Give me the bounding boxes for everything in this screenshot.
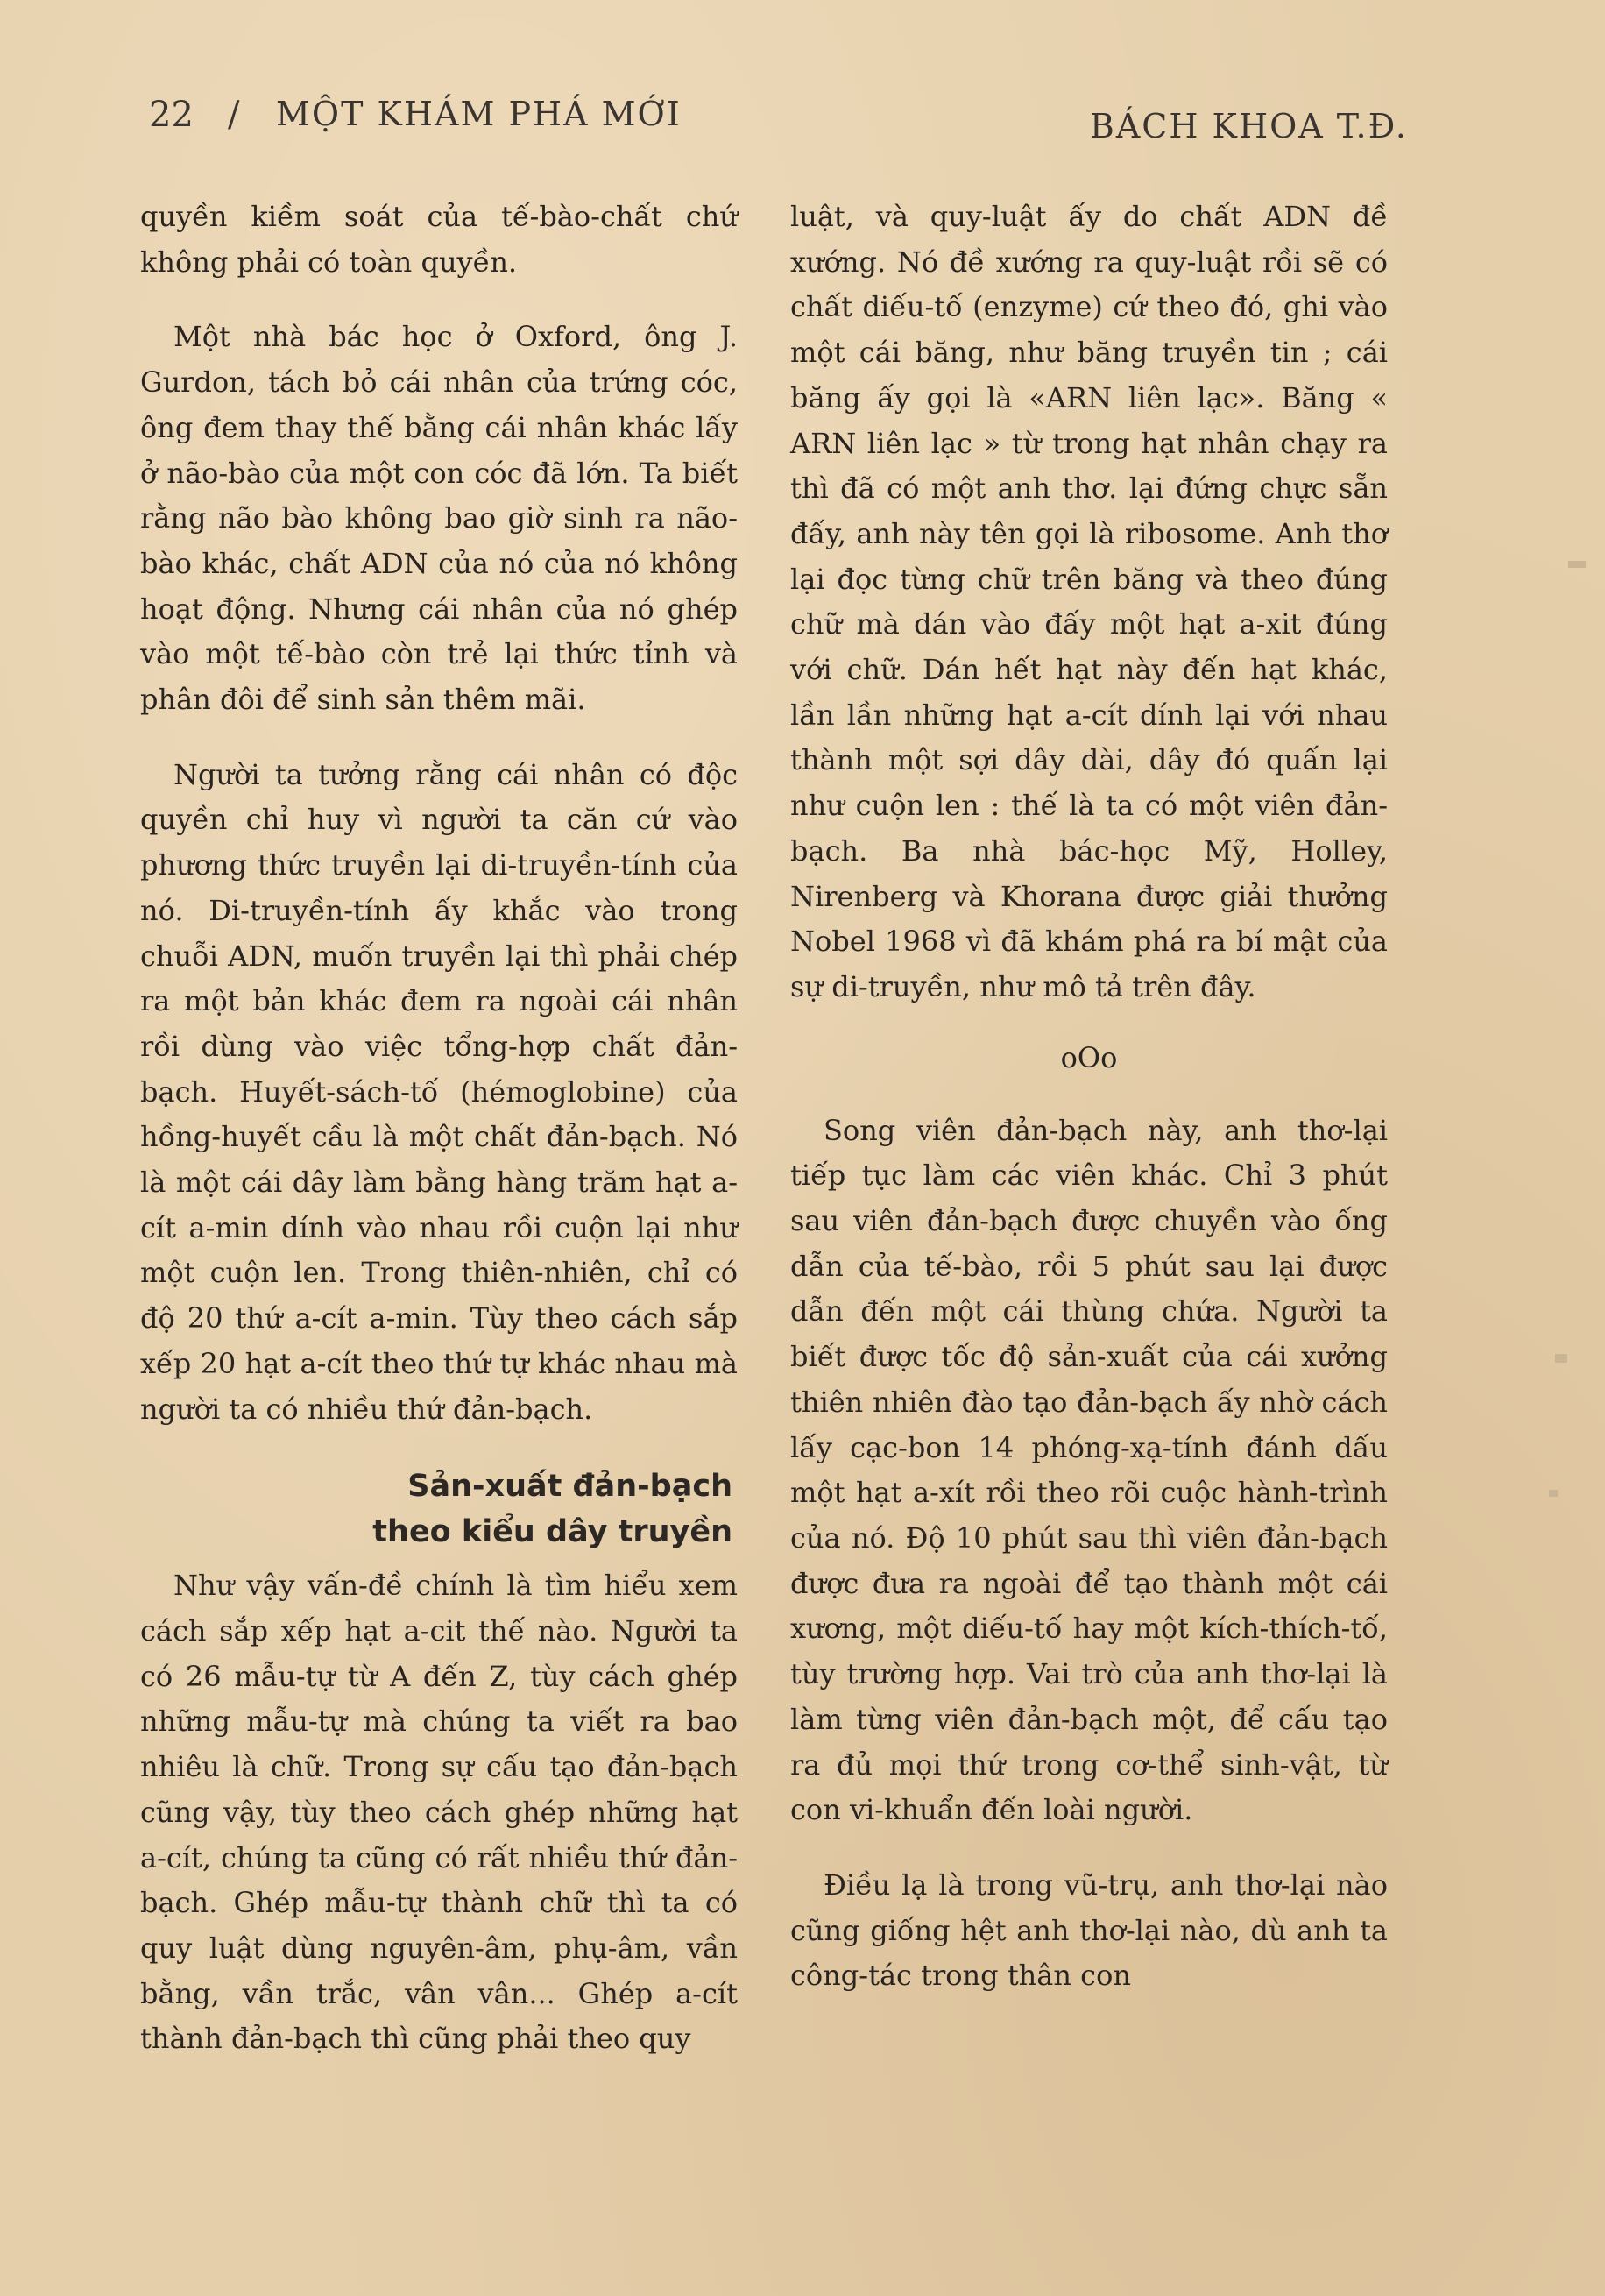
page-number: 22	[149, 95, 194, 135]
section-divider: oOo	[1060, 1040, 1118, 1074]
paper-blemish	[1549, 1490, 1558, 1497]
paragraph: Song viên đản-bạch này, anh thơ-lại tiếp tục làm các viên khác. Chỉ 3 phút sau viên đản-bạch được chuyền vào ống dẫn của tế-bào, rồi 5 phút sau lại được dẫn đến một cái thùng chứa. Người ta biết được tốc độ sản-xuất của cái xưởng thiên nhiên đào tạo đản-bạch ấy nhờ cách lấy cạc-bon 14 phóng-xạ-tính đánh dấu một hạt a-xít rồi theo rõi cuộc hành-trình của nó. Độ 10 phút sau thì viên đản-bạch được đưa ra ngoài để tạo thành một cái xương, một diếu-tố hay một kích-thích-tố, tùy trường hợp. Vai trò của anh thơ-lại là làm từng viên đản-bạch một, để cấu tạo ra đủ mọi thứ trong cơ-thể sinh-vật, từ con vi-khuẩn đến loài người.	[790, 1113, 1388, 1827]
right-column	[790, 195, 1388, 1999]
paragraph: Một nhà bác học ở Oxford, ông J. Gurdon, tách bỏ cái nhân của trứng cóc, ông đem thay thế bằng cái nhân khác lấy ở não-bào của một con cóc đã lớn. Ta biết rằng não bào không bao giờ sinh ra não-bào khác, chất ADN của nó của nó không hoạt động. Nhưng cái nhân của nó ghép vào một tế-bào còn trẻ lại thức tỉnh và phân đôi để sinh sản thêm mãi.	[140, 320, 738, 717]
paragraph: Như vậy vấn-đề chính là tìm hiểu xem cách sắp xếp hạt a-cit thế nào. Người ta có 26 mẫu-tự từ A đến Z, tùy cách ghép những mẫu-tự mà chúng ta viết ra bao nhiêu là chữ. Trong sự cấu tạo đản-bạch cũng vậy, tùy theo cách ghép những hạt a-cít, chúng ta cũng có rất nhiều thứ đản-bạch. Ghép mẫu-tự thành chữ thì ta có quy luật dùng nguyên-âm, phụ-âm, vần bằng, vần trắc, vân vân... Ghép a-cít thành đản-bạch thì cũng phải theo quy	[140, 1569, 738, 2056]
paper-blemish	[1555, 1354, 1567, 1363]
paragraph: Người ta tưởng rằng cái nhân có độc quyền chỉ huy vì người ta căn cứ vào phương thức truyền lại di-truyền-tính của nó. Di-truyền-tính ấy khắc vào trong chuỗi ADN, muốn truyền lại thì phải chép ra một bản khác đem ra ngoài cái nhân rồi dùng vào việc tổng-hợp chất đản-bạch. Huyết-sách-tố (hémoglobine) của hồng-huyết cầu là một chất đản-bạch. Nó là một cái dây làm bằng hàng trăm hạt a-cít a-min dính vào nhau rồi cuộn lại như một cuộn len. Trong thiên-nhiên, chỉ có độ 20 thứ a-cít a-min. Tùy theo cách sắp xếp 20 hạt a-cít theo thứ tự khác nhau mà người ta có nhiều thứ đản-bạch.	[140, 757, 738, 1426]
page-header	[140, 88, 1408, 149]
paper-blemish	[1568, 561, 1586, 568]
section-title: MỘT KHÁM PHÁ MỚI	[276, 95, 682, 133]
subheading-line: Sản-xuất đản-bạch	[407, 1469, 732, 1505]
left-column	[140, 195, 738, 2062]
paragraph: Điều lạ là trong vũ-trụ, anh thơ-lại nào cũng giống hệt anh thơ-lại nào, dù anh ta công-tác trong thân con	[790, 1867, 1388, 1993]
paragraph: quyền kiềm soát của tế-bào-chất chứ không phải có toàn quyền.	[140, 200, 738, 279]
header-separator: /	[228, 95, 240, 135]
subheading	[140, 1463, 732, 1555]
paragraph: luật, và quy-luật ấy do chất ADN đề xướng. Nó đề xướng ra quy-luật rồi sẽ có chất diếu-tố (enzyme) cứ theo đó, ghi vào một cái băng, như băng truyền tin ; cái băng ấy gọi là «ARN liên lạc». Băng « ARN liên lạc » từ trong hạt nhân chạy ra thì đã có một anh thơ. lại đứng chực sẵn đấy, anh này tên gọi là ribosome. Anh thơ lại đọc từng chữ trên băng và theo đúng chữ mà dán vào đấy một hạt a-xit đúng với chữ. Dán hết hạt này đến hạt khác, lần lần những hạt a-cít dính lại với nhau thành một sợi dây dài, dây đó quấn lại như cuộn len : thế là ta có một viên đản-bạch. Ba nhà bác-học Mỹ, Holley, Nirenberg và Khorana được giải thưởng Nobel 1968 vì đã khám phá ra bí mật của sự di-truyền, như mô tả trên đây.	[790, 200, 1388, 1003]
subheading-line: theo kiểu dây truyền	[372, 1514, 732, 1550]
journal-title: BÁCH KHOA T.Đ.	[1089, 107, 1408, 145]
